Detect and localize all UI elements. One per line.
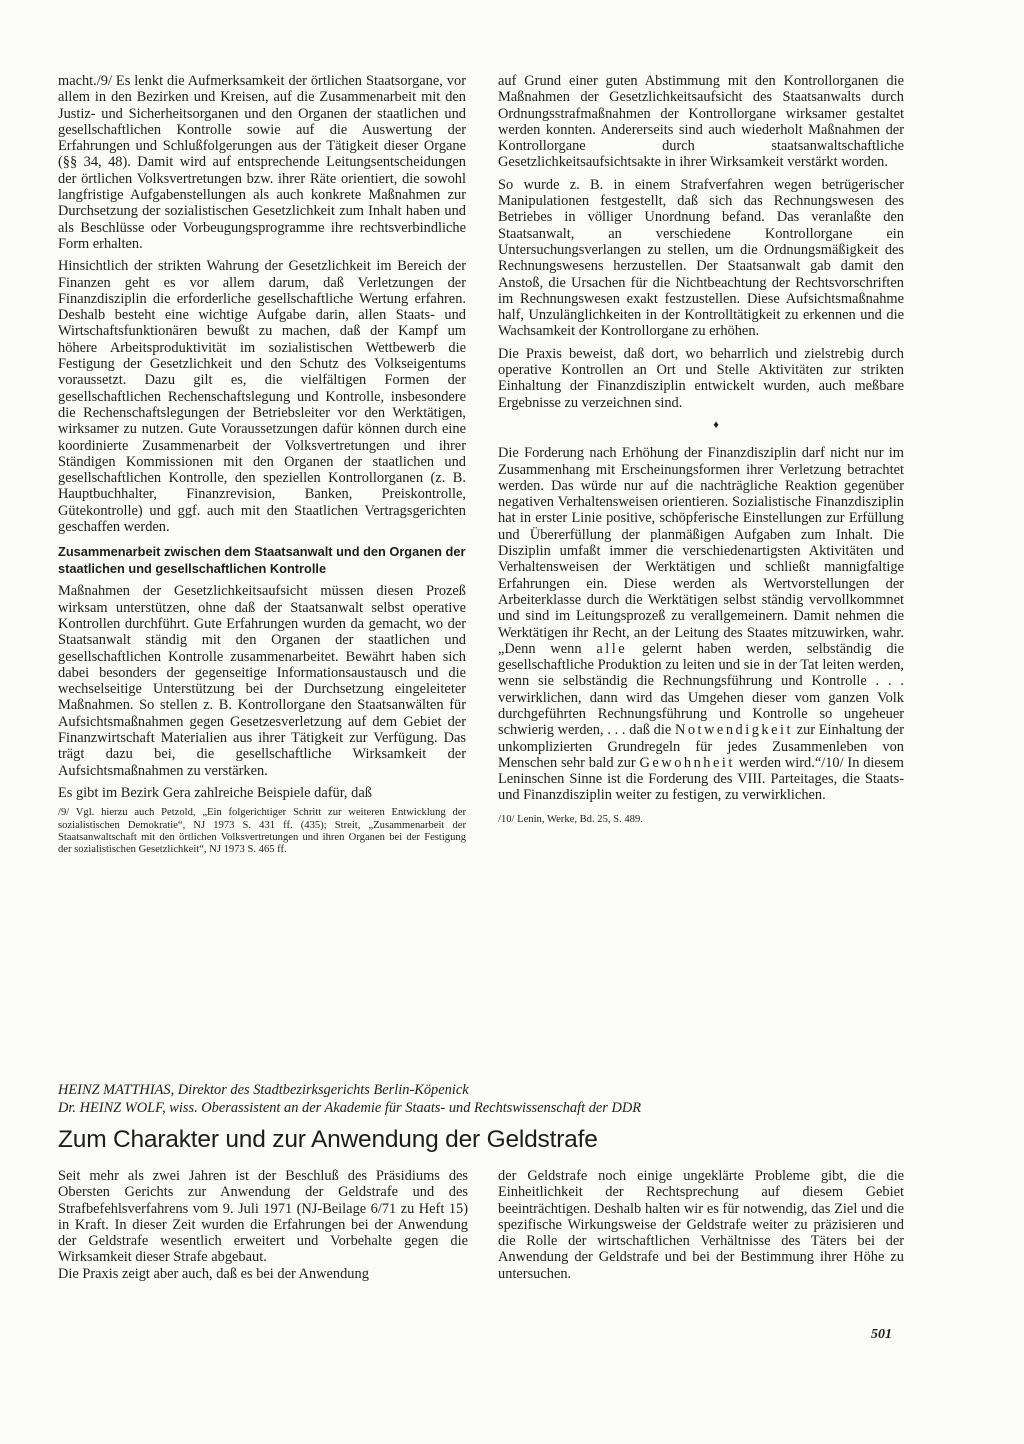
- paragraph: [498, 445, 904, 804]
- paragraph: Die Praxis zeigt aber auch, daß es bei der Anwendung: [58, 1265, 369, 1282]
- footnote: /9/ Vgl. hierzu auch Petzold, „Ein folgerichtiger Schritt zur weiteren Entwicklung der sozialistischen Demokratie“, NJ 1973 S. 431 ff. (435); Streit, „Zusammenarbeit der Staatsanwaltschaft mit den örtlichen Volksvertretungen und ihren Organen bei der Festigung der sozialistischen Gesetzlichkeit“, NJ 1973 S. 465 ff.: [58, 807, 466, 856]
- page-number: 501: [871, 1327, 892, 1342]
- spaced-emphasis: Gewohnheit: [639, 754, 735, 771]
- text-run: zur Einhaltung der unkomplizierten Grundregeln für jedes Zusammenleben von Menschen sehr bald zur: [498, 722, 904, 771]
- author-line: Dr. HEINZ WOLF, wiss. Oberassistent an der Akademie für Staats- und Rechtswissenschaft der DDR: [58, 1100, 642, 1116]
- text-run: Die Forderung nach Erhöhung der Finanzdisziplin darf nicht nur im Zusammenhang mit Erscheinungsformen ihrer Verletzung betrachtet werden. Das würde nur auf die nachträgliche Reaktion gegenüber negativen Verhaltensweisen orientieren. Sozialistische Finanzdisziplin hat in erster Linie positive, schöpferische Einstellungen zur Erfüllung und Übererfüllung der planmäßigen Aufgaben zum Inhalt. Die Disziplin umfaßt immer die verschiedenartigsten Aktivitäten und Verhaltensweisen der Werktätigen und schließt mannigfaltige Erfahrungen ein. Diese werden als Wertvorstellungen der Arbeiterklasse durch die Werktätigen selbst ständig vervollkommnet und sind im Leitungsprozeß zu verallgemeinern. Damit nehmen die Werktätigen ihr Recht, an der Leitung des Staates mitzuwirken, wahr. „Denn wenn: [498, 445, 904, 657]
- paragraph: Maßnahmen der Gesetzlichkeitsaufsicht müssen diesen Prozeß wirksam unterstützen, ohne daß der Staatsanwalt selbst operative Kontrollen durchführt. Gute Erfahrungen wurden da gemacht, wo der Staatsanwalt ständig mit den Organen der staatlichen und gesellschaftlichen Kontrolle zusammenarbeitet. Bewährt haben sich dabei besonders der gegenseitige Informationsaustausch und die wechselseitige Unterstützung bei der Durchsetzung eingeleiteter Maßnahmen. So stellen z. B. Kontrollorgane den Staatsanwälten für Aufsichtsmaßnahmen gegen Gesetzesverletzung auf dem Gebiet der Finanzwirtschaft Materialien aus ihrer Tätigkeit zur Verfügung. Das trägt dazu bei, die gesellschaftliche Wirksamkeit der Aufsichtsmaßnahmen zu verstärken.: [58, 583, 466, 779]
- paragraph: Hinsichtlich der strikten Wahrung der Gesetzlichkeit im Bereich der Finanzen geht es vor allem darum, daß Verletzungen der Finanzdisziplin die erforderliche gesellschaftliche Wertung erfahren. Deshalb besteht eine wichtige Aufgabe darin, allen Staats- und Wirtschaftsfunktionären bewußt zu machen, daß der Kampf um höhere Arbeitsproduktivität im sozialistischen Wettbewerb die Festigung der Gesetzlichkeit und den Schutz des Volkseigentums voraussetzt. Dazu gilt es, die vielfältigen Formen der gesellschaftlichen Rechenschaftslegung und Kontrolle, insbesondere die Rechenschaftslegungen der Betriebsleiter vor den Werktätigen, wirksamer zu nutzen. Gute Voraussetzungen dafür können durch eine koordinierte Zusammenarbeit der Volksvertretungen und ihrer Ständigen Kommissionen mit den Organen der staatlichen und gesellschaftlichen Kontrolle, den speziellen Kontrollorganen (z. B. Hauptbuchhalter, Finanzrevision, Banken, Preiskontrolle, Gütekontrolle) und ggf. auch mit den Staatlichen Vertragsgerichten geschaffen werden.: [58, 258, 466, 536]
- section-ornament: ♦: [713, 418, 719, 431]
- section-subheading: Zusammenarbeit zwischen dem Staatsanwalt und den Organen der staatlichen und gesellschaftlichen Kontrolle: [58, 544, 466, 577]
- footnote: /10/ Lenin, Werke, Bd. 25, S. 489.: [498, 813, 643, 825]
- article-intro-left: [58, 1168, 468, 1282]
- paragraph: Es gibt im Bezirk Gera zahlreiche Beispiele dafür, daß: [58, 784, 372, 801]
- text-run: gelernt haben werden, selbständig die gesellschaftliche Produktion zu leiten und sie in der Tat leiten werden, wenn sie selbständig die Rechnungsführung und Kontrolle . . . verwirklichen, dann wird das Umgehen dieser vom ganzen Volk durchgeführten Rechnungsführung und Kontrolle so ungeheuer schwierig werden, . . . daß die: [498, 640, 904, 739]
- article-intro-right: [498, 1168, 904, 1282]
- paragraph: So wurde z. B. in einem Strafverfahren wegen betrügerischer Manipulationen festgestellt, daß sich das Rechnungswesen des Betriebes in völliger Unordnung befand. Das veranlaßte den Staatsanwalt, an verschiedene Kontrollorgane ein Untersuchungsverlangen zu stellen, um die Ordnungsmäßigkeit des Rechnungswesens herzustellen. Der Staatsanwalt gab damit den Anstoß, die Ursachen für die Nichtbeachtung der Rechtsvorschriften im Rechnungswesen exakt festzustellen. Diese Aufsichtsmaßnahme half, Unzulänglichkeiten in der Kontrolltätigkeit zu erkennen und die Wachsamkeit der Kontrollorgane zu erhöhen.: [498, 176, 904, 340]
- paragraph: Seit mehr als zwei Jahren ist der Beschluß des Präsidiums des Obersten Gerichts zur Anwendung der Geldstrafe und des Strafbefehlsverfahrens vom 9. Juli 1971 (NJ-Beilage 6/71 zu Heft 15) in Kraft. In dieser Zeit wurden die Erfahrungen bei der Anwendung der Geldstrafe wesentlich erweitert und Vorbehalte gegen die Wirksamkeit dieser Strafe abgebaut.: [58, 1168, 468, 1266]
- right-column: [498, 73, 904, 828]
- spaced-emphasis: Notwendigkeit: [674, 722, 793, 739]
- paragraph: Die Praxis beweist, daß dort, wo beharrlich und zielstrebig durch operative Kontrollen an Ort und Stelle Aktivitäten zur strikten Einhaltung der Finanzdisziplin entwickelt wurden, auch meßbare Ergebnisse zu verzeichnen sind.: [498, 345, 904, 411]
- paragraph: macht./9/ Es lenkt die Aufmerksamkeit der örtlichen Staatsorgane, vor allem in den Bezirken und Kreisen, auf die Zusammenarbeit mit den Justiz- und Sicherheitsorganen und den Organen der staatlichen und gesellschaftlichen Kontrolle sowie auf die Auswertung der Erfahrungen und Schlußfolgerungen aus der Tätigkeit dieser Organe (§§ 34, 48). Damit wird auf entsprechende Leitungsentscheidungen der örtlichen Volksvertretungen bzw. ihrer Räte orientiert, die sowohl langfristige Aufgabenstellungen als auch konkrete Maßnahmen zur Durchsetzung der sozialistischen Gesetzlichkeit zum Inhalt haben und als Beschlüsse oder Vorbeugungsprogramme ihre rechtsverbindliche Form erhalten.: [58, 73, 466, 252]
- article-title: Zum Charakter und zur Anwendung der Geldstrafe: [58, 1126, 598, 1153]
- paragraph: der Geldstrafe noch einige ungeklärte Probleme gibt, die die Einheitlichkeit der Rechtsprechung auf diesem Gebiet beeinträchtigen. Deshalb halten wir es für notwendig, das Ziel und die spezifische Wirkungsweise der Geldstrafe weiter zu präzisieren und die Rolle der wirtschaftlichen Verhältnisse des Täters bei der Anwendung der Geldstrafe und bei der Bestimmung ihrer Höhe zu untersuchen.: [498, 1168, 904, 1282]
- author-line: HEINZ MATTHIAS, Direktor des Stadtbezirksgerichts Berlin-Köpenick: [58, 1082, 469, 1098]
- author-block: [58, 1081, 918, 1117]
- left-column: [58, 73, 466, 857]
- spaced-emphasis: alle: [596, 640, 628, 657]
- text-run: werden wird.“/10/ In diesem Leninschen Sinne ist die Forderung des VIII. Parteitages, die Staats- und Finanzdisziplin weiter zu festigen, zu verwirklichen.: [498, 754, 904, 804]
- paragraph: auf Grund einer guten Abstimmung mit den Kontrollorganen die Maßnahmen der Gesetzlichkeitsaufsicht des Staatsanwalts durch Ordnungsstrafmaßnahmen der Kontrollorgane wirksamer gestaltet werden konnten. Andererseits sind auch wiederholt Maßnahmen der Kontrollorgane durch staatsanwaltschaftliche Gesetzlichkeitsaufsichtsakte in ihrer Wirksamkeit verstärkt worden.: [498, 73, 904, 171]
